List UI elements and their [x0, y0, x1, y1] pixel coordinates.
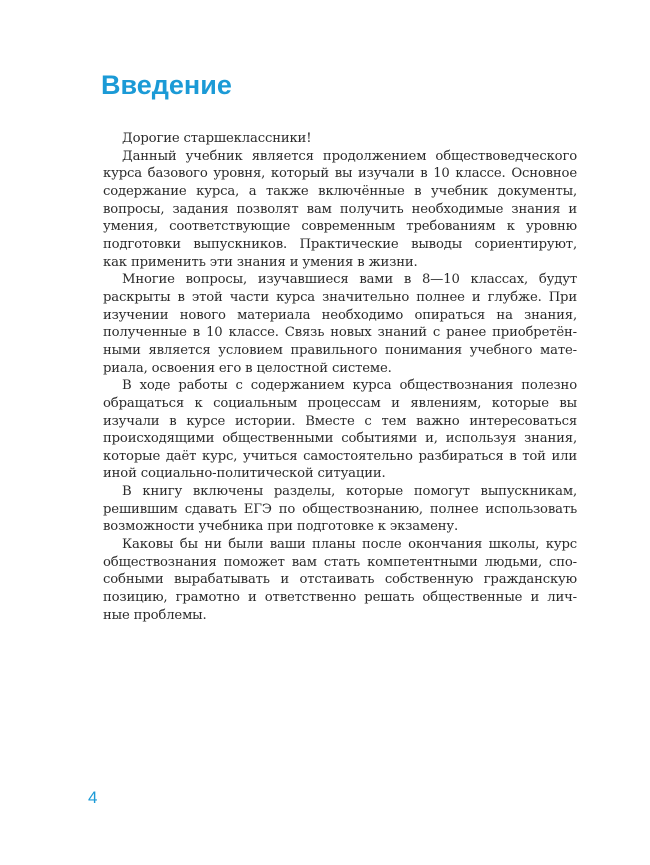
- text-line: курса базового уровня, который вы изучали в 10 классе. Основное: [103, 166, 577, 182]
- text-line: решившим сдавать ЕГЭ по обществознанию, полнее использовать: [103, 501, 577, 517]
- text-line: Каковы бы ни были ваши планы после окончания школы, курс: [122, 537, 577, 553]
- paragraph: [103, 377, 577, 483]
- text-line: Многие вопросы, изучавшиеся вами в 8—10 классах, будут: [122, 272, 577, 288]
- text-line: ными является условием правильного понимания учебного мате-: [103, 342, 577, 358]
- text-line: умения, соответствующие современным требованиям к уровню: [103, 219, 577, 235]
- text-line: полученные в 10 классе. Связь новых знаний с ранее приобретён-: [103, 325, 577, 341]
- body-text: [103, 130, 577, 624]
- paragraph: [103, 130, 577, 148]
- text-line: вопросы, задания позволят вам получить необходимые знания и: [103, 201, 577, 217]
- text-line: В ходе работы с содержанием курса обществознания полезно: [122, 378, 577, 394]
- text-line: подготовки выпускников. Практические выводы сориентируют,: [103, 236, 577, 252]
- paragraph: [103, 148, 577, 272]
- text-line: изучении нового материала необходимо опираться на знания,: [103, 307, 577, 323]
- text-line: В книгу включены разделы, которые помогут выпускникам,: [122, 484, 577, 500]
- paragraph: [103, 536, 577, 624]
- text-line: позицию, грамотно и ответственно решать общественные и лич-: [103, 590, 577, 606]
- text-line: возможности учебника при подготовке к экзамену.: [103, 519, 459, 535]
- page-title: Введение: [101, 70, 232, 100]
- text-line: риала, освоения его в целостной системе.: [103, 360, 392, 376]
- text-line: как применить эти знания и умения в жизни.: [103, 254, 418, 270]
- text-line: обществознания поможет вам стать компетентными людьми, спо-: [103, 554, 577, 570]
- text-line: ные проблемы.: [103, 607, 207, 623]
- text-line: раскрыты в этой части курса значительно полнее и глубже. При: [103, 289, 577, 305]
- text-line: собными вырабатывать и отстаивать собственную гражданскую: [103, 572, 577, 588]
- text-line: происходящими общественными событиями и, используя знания,: [103, 431, 577, 447]
- text-line: Данный учебник является продолжением обществоведческого: [122, 148, 577, 164]
- text-line: изучали в курсе истории. Вместе с тем важно интересоваться: [103, 413, 577, 429]
- paragraph: [103, 483, 577, 536]
- text-line: которые даёт курс, учиться самостоятельно разбираться в той или: [103, 448, 577, 464]
- text-line: обращаться к социальным процессам и явлениям, которые вы: [103, 395, 577, 411]
- page-number: 4: [88, 788, 98, 807]
- text-line: содержание курса, а также включённые в учебник документы,: [103, 183, 577, 199]
- text-line: Дорогие старшеклассники!: [122, 131, 312, 146]
- text-line: иной социально-политической ситуации.: [103, 466, 386, 482]
- paragraph: [103, 271, 577, 377]
